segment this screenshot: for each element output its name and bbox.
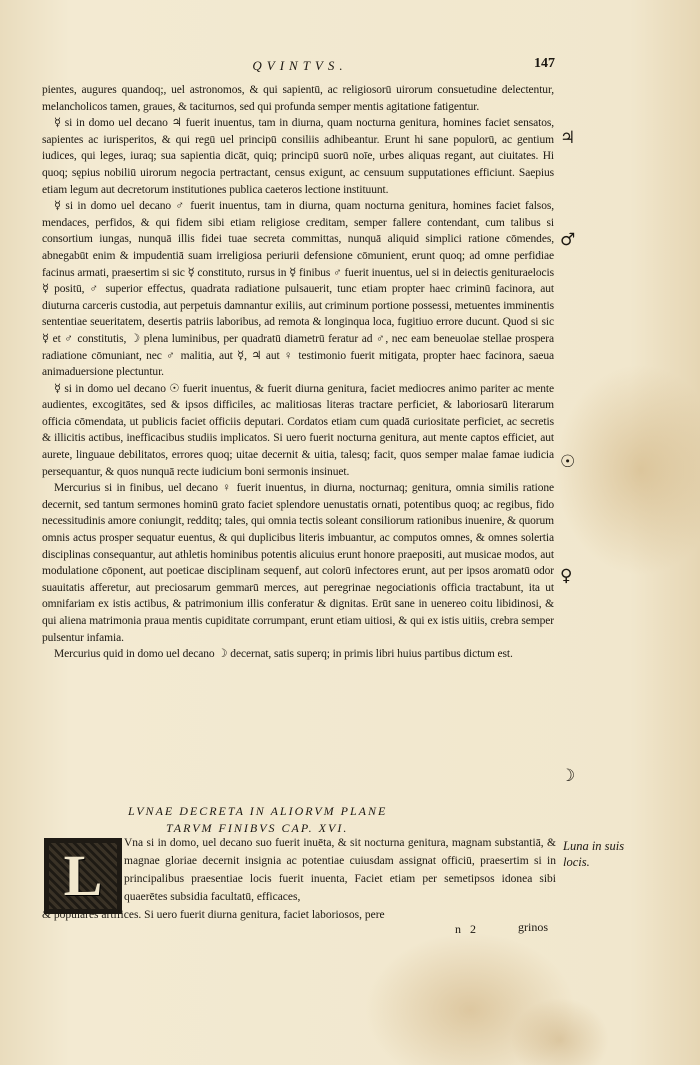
paragraph: Mercurius si in finibus, uel decano ♀ fuerit inuentus, in diurna, nocturnaq; genitura, omnia similis ratione decernit, sed tantum sermones hominū grato faciet splendore uenustatis ornati, potentibus quoq; ac regibus, fido necessitudinis amore coniungit, redditq; tales, qui omnia tectis soleant consiliorum rationibus inuenire, & quorum omnis actus prosper sequatur euentus, & qui duplicibus literis imbuantur, ac computos omnes, & omnes solertia disciplinas consequantur, aut athletis hominibus potentis alicuius erunt honore praepositi, aut musicae modos, aut modulatione cōponent, aut poeticae disciplinam sequenf, aut colorū infectores erunt, aut per ipsos aromatū odor suauitatis afferetur, aut preciosarum gemmarū merces, aut peregrinae negociationis officia tractabunt, ita ut omnifariam ex istis actibus, & patrimonium illis conferatur & dignitas. Erūt sane in uenereo coitu libidinosi, & qui aliena matrimonia praua mentis cupiditate corrumpant, erunt etiam uitiosi, & qui ex istis uitiis, crebra semper pulsentur infamia.	[42, 482, 554, 644]
paragraph: Mercurius quid in domo uel decano ☽ decernat, satis superq; in primis libri huius partibus dictum est.	[54, 648, 513, 661]
jupiter-symbol-icon: ♃	[560, 128, 576, 148]
venus-symbol-icon: ♀	[560, 566, 573, 586]
initial-letter: L	[63, 843, 103, 908]
moon-symbol-icon: ☽	[560, 766, 576, 786]
chapter-text: Vna si in domo, uel decano suo fuerit inuēta, & sit nocturna genitura, magnam substantiā, & magnae gloriae decernit insignia ac potentiae cuiusdam assignat officiū, praesertim si in principalibus praesentiae locis fuerit inuenta, Faciet etiam per semetipsos idonea sibi quaerētes subsidia facultatū, efficaces,	[124, 837, 556, 903]
signature-mark: n 2	[455, 922, 479, 936]
main-text	[42, 82, 554, 663]
decorated-initial	[44, 838, 122, 914]
chapter-title-line: LVNAE DECRETA IN ALIORVM PLANE	[128, 804, 388, 818]
sun-symbol-icon: ☉	[560, 452, 576, 472]
paragraph: ☿ si in domo uel decano ♃ fuerit inuentus, tam in diurna, quam nocturna genitura, homines faciet sensatos, sapientes ac iurisperitos, & qui regū uel principū consiliis adhibeantur. Erunt hi sane populorū, ac gentium iudices, qui leges, iuraq; sua sapientia dicāt, quiq; principū suorū noīe, urbes aliquas regant, aut ciuitates. Hi quoq; sępius nobiliū uirorum negocia pertractant, census exigunt, ac censuum supputationes efficiunt. Saepius etiam legum aut decretorum institutiones publica caeteros lectione instituunt.	[42, 117, 554, 196]
catchword: grinos	[518, 920, 548, 934]
initial-ornament	[49, 843, 117, 909]
marginal-note: Luna in suis locis.	[563, 839, 625, 869]
paragraph: pientes, augures quandoq;, uel astronomos, & qui sapientū, ac religiosorū uirorum consuetudine delectentur, melancholicos tamen, graues, & taciturnos, sed qui profunda semper mentis agitatione fatigentur.	[42, 84, 554, 113]
mars-symbol-icon: ♂	[560, 230, 576, 250]
chapter-text-continued: & populares artifices. Si uero fuerit diurna genitura, faciet laboriosos, pere	[42, 909, 385, 921]
paragraph: ☿ si in domo uel decano ☉ fuerit inuentus, & fuerit diurna genitura, faciet mediocres animo pariter ac mente audientes, excogitātes, sed & ipsos difficiles, ac malitiosas literas tractare perficiet, & laboriosarū literarum officia cōmendata, ut publicis faciet officiis deputari. Cordatos etiam cum quadā curiositate perficiet, ac secretis & illicitis actibus, inefficacibus studiis implicatos. Si uero fuerit nocturna genitura, aut mente captos efficiet, aut aurete, linguaue debilitatos, errores quoq; uitae decernit & uitia, talesq; facit, quos semper malae famae iudicia persequantur, & quos nunquā recte iudicium boni sermonis insinuet.	[42, 382, 554, 478]
page-number: 147	[534, 56, 555, 71]
paragraph: ☿ si in domo uel decano ♂ fuerit inuentus, tam in diurna, quam nocturna genitura, homines faciet falsos, mendaces, perfidos, & qui fidem sibi etiam religiose creditam, semper fallere contendant, cum talibus si consortium iungas, nunquā illis fidei tuae secreta committas, nunquā aliquid simplici ratione cōmendes, abnegabūt enim & impudentiā suam irreligiosa periurii defensione cōmunient, erunt quoq; ad omne perfidiae facinus armati, praesertim si sic ☿ constituto, rursus in ☿ finibus ♂ fuerit inuentus, uel si in deiectis genituraelocis ☿ positū, ♂ superior effectus, quadrata radiatione pulsauerit, tunc etiam propter haec criminū facinora, aut diuturna carceris custodia, aut perpetuis damnantur exiliis, aut criminum portione possessi, metuentes imminentis sententiae seueritatem, desertis patriis laboribus, ad remota & longinqua loca, fugitiuo errore ducunt. Quod si sic ☿ et ♂ constitutis, ☽ plena luminibus, per quadratū diametrū feratur ad ♂, nec eam beneuolae stellae prospera radiatione cōmuniant, nec ♂ malitia, aut ☿, ♃ aut ♀ testimonio fuerit mitigata, propter haec facinora, saeua animaduersione plectuntur.	[42, 200, 554, 379]
running-head: QVINTVS.	[252, 58, 348, 73]
chapter-title-line: TARVM FINIBVS CAP. XVI.	[166, 821, 349, 835]
chapter-heading	[128, 803, 508, 837]
